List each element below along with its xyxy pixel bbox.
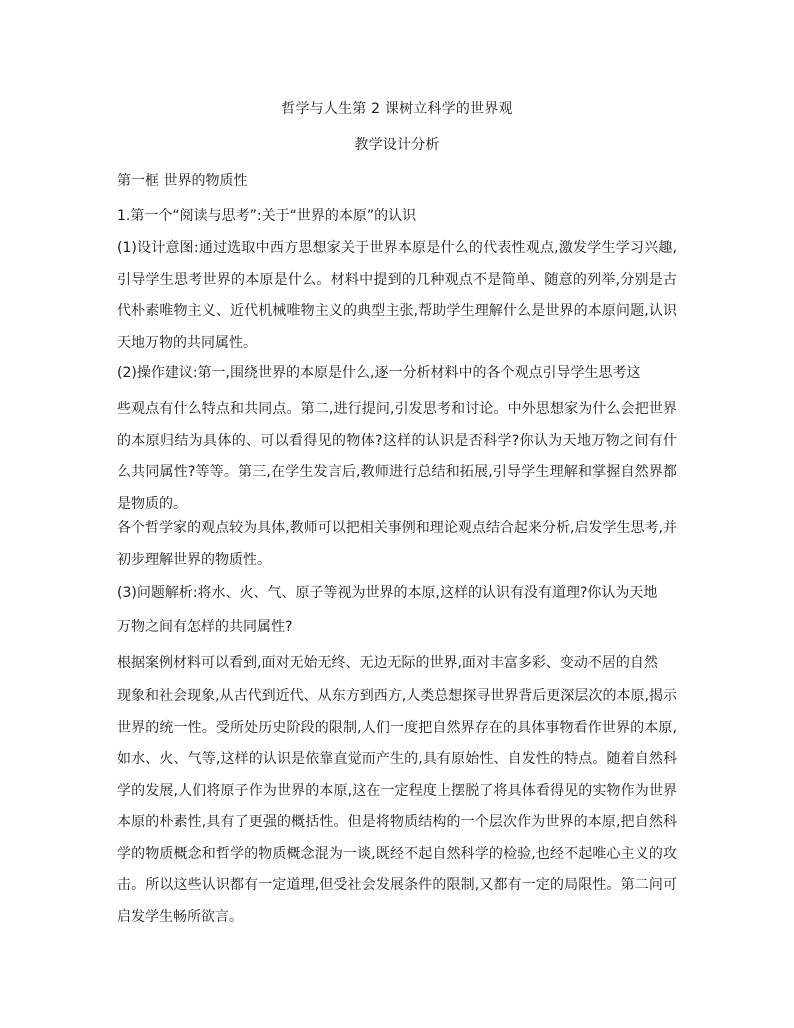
paragraph-operation-suggestion: (2)操作建议:第一,围绕世界的本原是什么,逐一分析材料中的各个观点引导学生思考这 xyxy=(117,365,641,381)
paragraph-answer-intro: 根据案例材料可以看到,面对无始无终、无边无际的世界,面对丰富多彩、变动不居的自然 xyxy=(117,655,658,671)
paragraph-philosophers-views: 各个哲学家的观点较为具体,教师可以把相关事例和理论观点结合起来分析,启发学生思考,并初步理解世界的物质性。 xyxy=(117,520,677,568)
document-title: 哲学与人生第 2 课树立科学的世界观 xyxy=(281,101,513,117)
paragraph-answer-body: 现象和社会现象,从古代到近代、从东方到西方,人类总想探寻世界背后更深层次的本原,揭示世界的统一性。受所处历史阶段的限制,人们一度把自然界存在的具体事物看作世界的本原,如水、火、气等,这样的认识是依靠直觉而产生的,具有原始性、自发性的特点。随着自然科学的发展,人们将原子作为世界的本原,这在一定程度上摆脱了将具体看得见的实物作为世界本原的朴素性,具有了更强的概括性。但是将物质结构的一个层次作为世界的本原,把自然科学的物质概念和哲学的物质概念混为一谈,既经不起自然科学的检验,也经不起唯心主义的攻击。所以这些认识都有一定道理,但受社会发展条件的限制,又都有一定的局限性。第二问可启发学生畅所欲言。 xyxy=(117,688,677,925)
section-heading: 第一框 世界的物质性 xyxy=(117,173,248,189)
paragraph-question-continued: 万物之间有怎样的共同属性? xyxy=(117,619,293,635)
paragraph-question-analysis: (3)问题解析:将水、火、气、原子等视为世界的本原,这样的认识有没有道理?你认为天地 xyxy=(117,585,658,601)
paragraph-design-intent: (1)设计意图:通过选取中西方思想家关于世界本原是什么的代表性观点,激发学生学习兴趣,引导学生思考世界的本原是什么。材料中提到的几种观点不是简单、随意的列举,分别是古代朴素唯物主义、近代机械唯物主义的典型主张,帮助学生理解什么是世界的本原问题,认识天地万物的共同属性。 xyxy=(117,240,677,351)
item-heading: 1.第一个“阅读与思考”:关于“世界的本原”的认识 xyxy=(117,208,417,224)
paragraph-operation-continued: 些观点有什么特点和共同点。第二,进行提问,引发思考和讨论。中外思想家为什么会把世界的本原归结为具体的、可以看得见的物体?这样的认识是否科学?你认为天地万物之间有什么共同属性?等等。第三,在学生发言后,教师进行总结和拓展,引导学生理解和掌握自然界都是物质的。 xyxy=(117,401,677,512)
document-subtitle: 教学设计分析 xyxy=(354,137,440,153)
